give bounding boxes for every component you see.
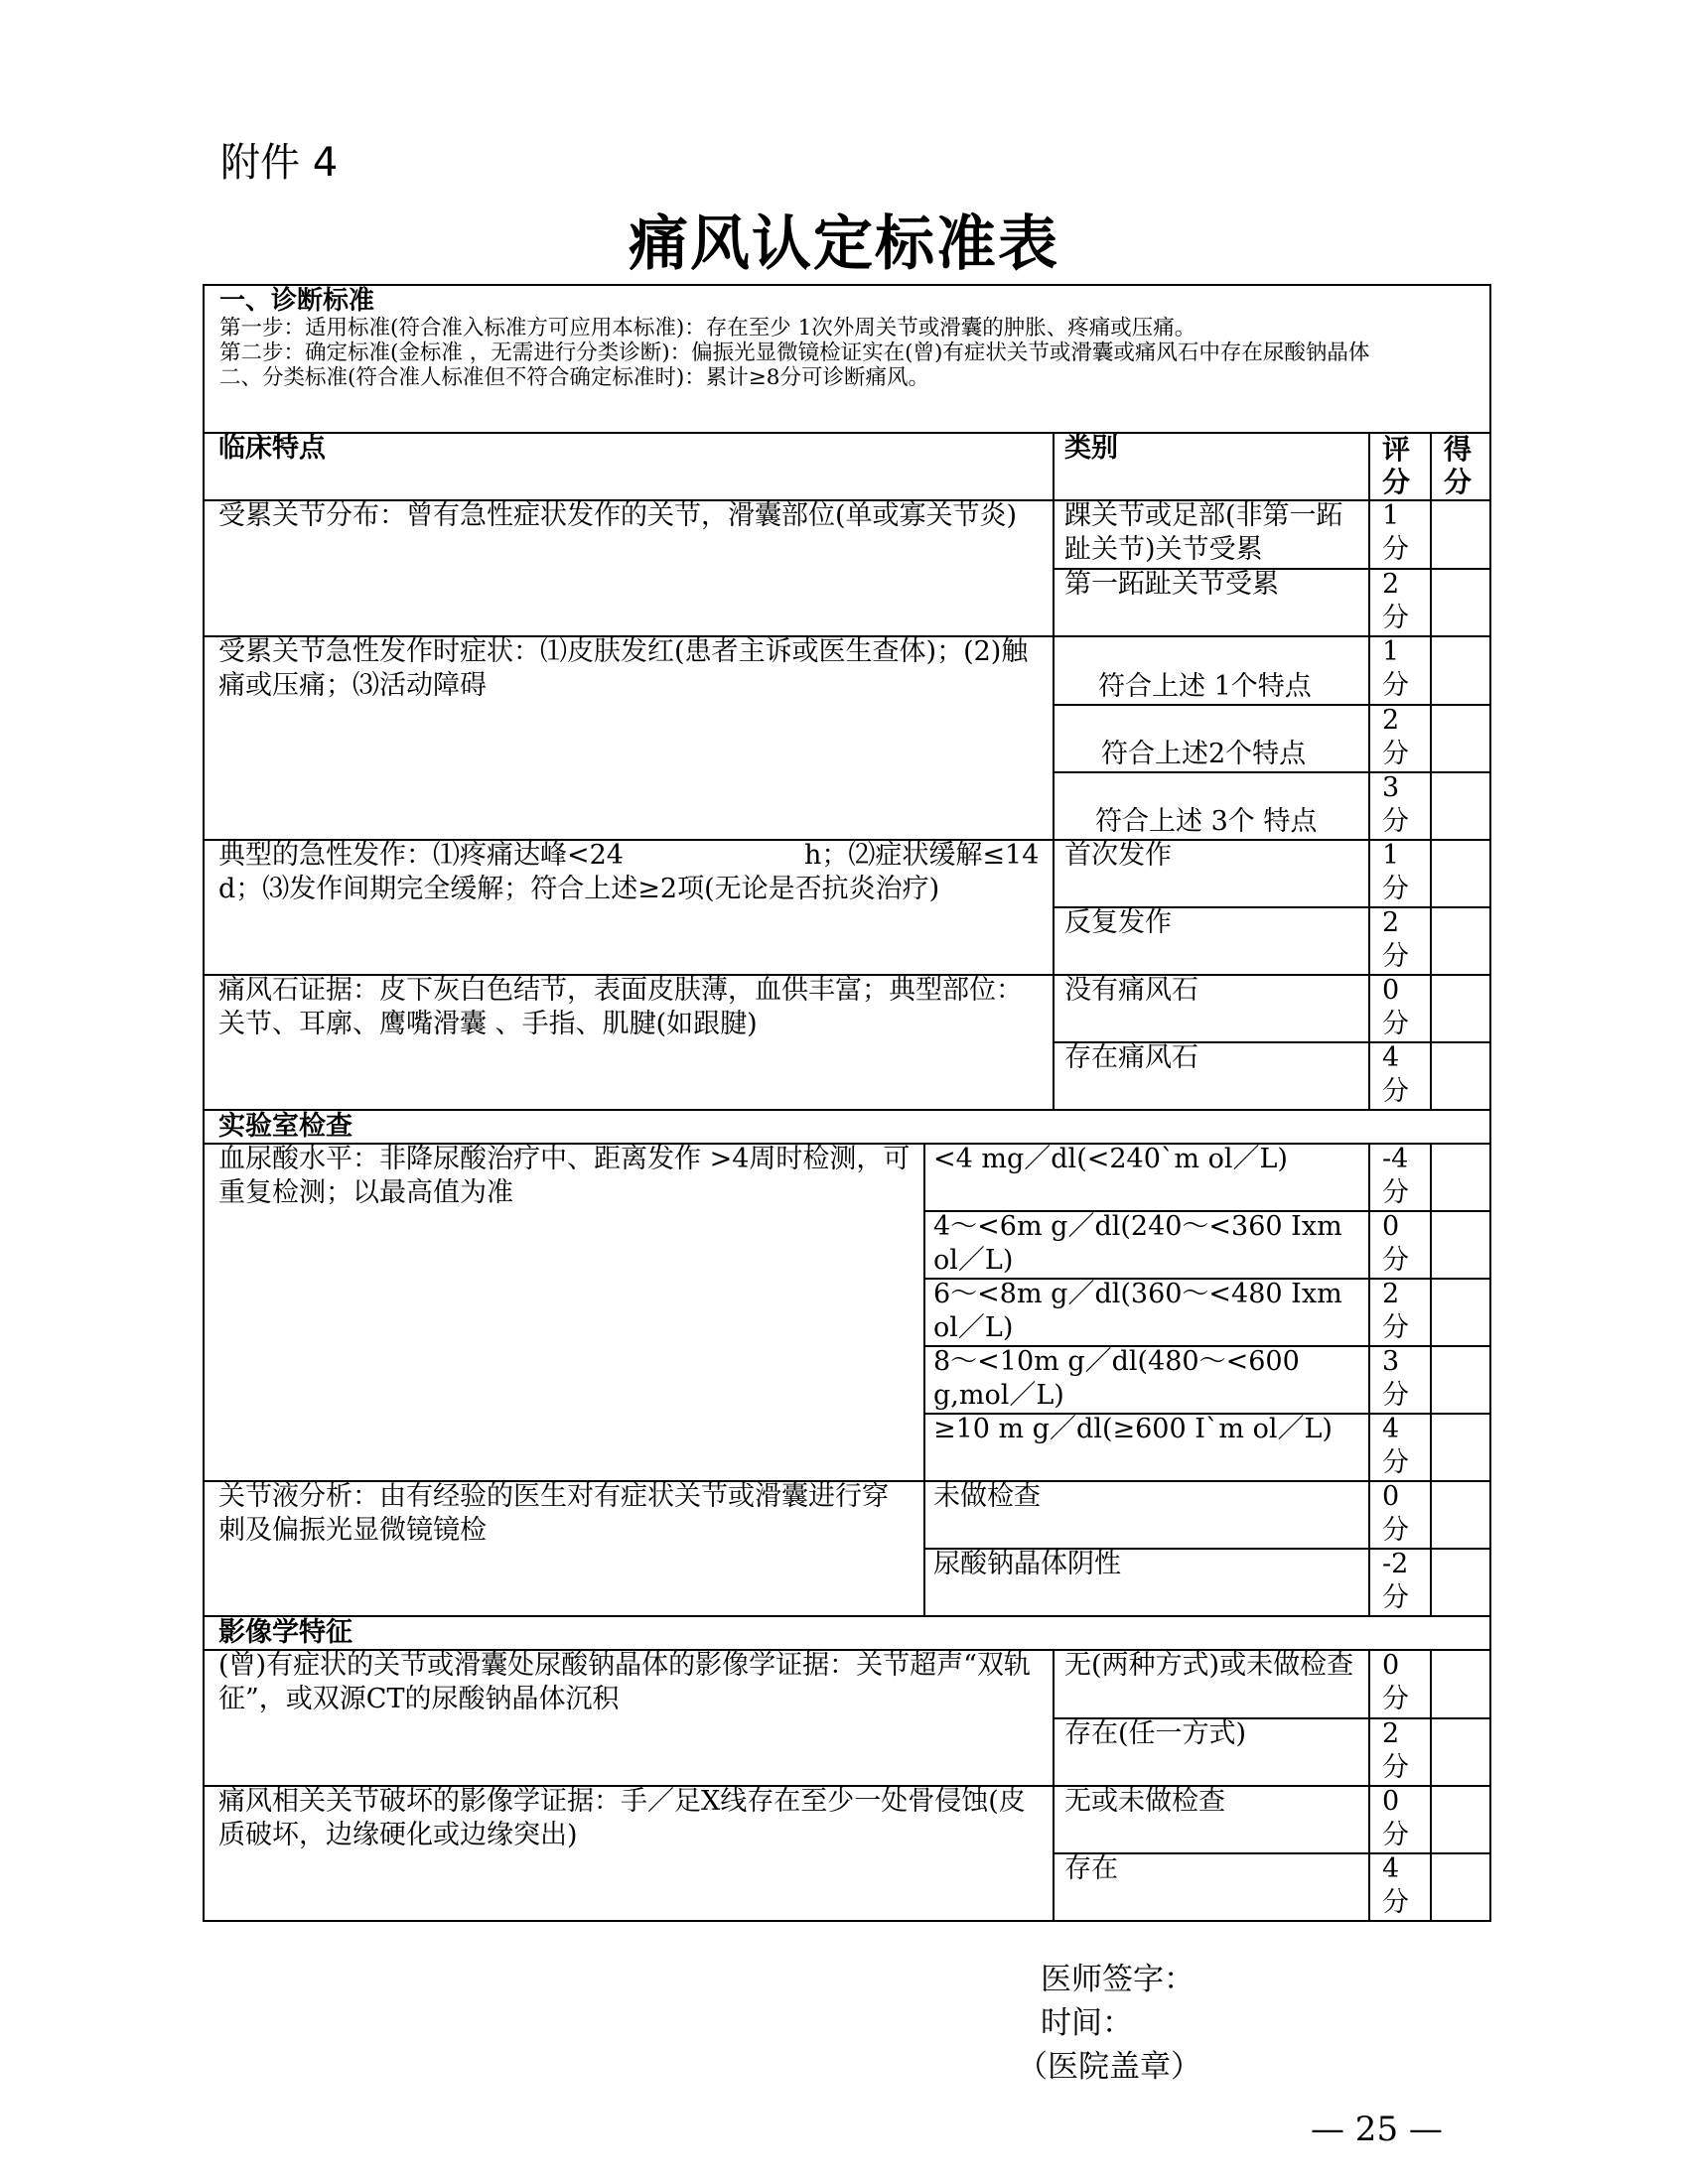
diagnosis-section [219,286,1480,390]
imaging-heading: 影像学特征 [218,1617,352,1648]
category-crystal-negative: 尿酸钠晶体阴性 [933,1549,1121,1579]
table-rule [1430,432,1432,1109]
header-feature: 临床特点 [218,433,326,464]
table-rule [205,432,1491,434]
table-rule [1430,1143,1432,1615]
score-cell: 2分 [1382,907,1409,972]
feature-typical-attack-b: h；⑵症状缓解≤14 [804,840,1040,871]
table-rule [205,1109,1491,1111]
category-ankle-foot: 踝关节或足部(非第一跖趾关节)关节受累 [1064,500,1343,565]
category-urate-ge10: ≥10 m g／dl(≥600 I`m ol／L) [933,1414,1333,1444]
feature-tophus: 痛风石证据：皮下灰白色结节，表面皮肤薄，血供丰富；典型部位：关节、耳廓、鹰嘴滑囊 、手指、肌腱(如跟腱) [218,975,1023,1039]
category-one-feature: 符合上述 1个特点 [1098,671,1312,702]
score-cell: 0分 [1382,1481,1409,1546]
table-rule [1053,1852,1491,1854]
category-urate-6-8: 6～<8m g／dl(360～<480 Ixm ol／L) [933,1279,1342,1343]
lab-heading: 实验室检查 [218,1111,352,1142]
feature-imaging-deposit: (曾)有症状的关节或滑囊处尿酸钠晶体的影像学证据：关节超声“双轨征”，或双源CT的尿酸钠晶体沉积 [218,1650,1031,1714]
score-cell: 1分 [1382,840,1409,904]
feature-typical-attack-c: d；⑶发作间期完全缓解；符合上述≥2项(无论是否抗炎治疗) [218,874,940,904]
category-tophus-present: 存在痛风石 [1064,1042,1198,1073]
score-cell: 1分 [1382,636,1409,701]
feature-joint-distribution: 受累关节分布：曾有急性症状发作的关节，滑囊部位(单或寡关节炎) [218,500,1018,531]
table-rule [923,1143,925,1615]
score-cell: 4分 [1382,1042,1409,1107]
score-cell: 2分 [1382,569,1409,633]
physician-signature-label: 医师签字： [1041,1962,1195,1997]
diagnosis-heading: 一、诊断标准 [219,286,375,316]
score-cell: 4分 [1382,1853,1409,1918]
feature-joint-damage: 痛风相关关节破坏的影像学证据：手／足X线存在至少一处骨侵蚀(皮质破坏，边缘硬化或边缘突出) [218,1786,1026,1850]
classification-rule: 二、分类标准(符合准人标准但不符合确定标准时)：累计≥8分可诊断痛风。 [219,365,929,390]
score-cell: 0分 [1382,1650,1409,1714]
table-rule [205,1615,1491,1617]
table-rule [1053,1649,1055,1922]
diagnosis-step1: 第一步：适用标准(符合准入标准方可应用本标准)：存在至少 1次外周关节或滑囊的肿胀、疼痛或压痛。 [219,316,1196,341]
header-score: 评分 [1382,433,1411,498]
category-urate-lt4: <4 mg／dl(<240`m ol／L) [933,1144,1288,1174]
feature-serum-urate: 血尿酸水平：非降尿酸治疗中、距离发作 >4周时检测，可重复检测；以最高值为准 [218,1144,911,1208]
category-two-features: 符合上述2个特点 [1101,739,1307,769]
table-rule [1430,1649,1432,1922]
attachment-label: 附件 4 [220,140,339,186]
criteria-table [203,284,1491,1922]
category-recurrent-attack: 反复发作 [1064,907,1172,938]
category-imaging-present: 存在(任一方式) [1064,1718,1247,1749]
score-cell: 2分 [1382,1279,1409,1343]
score-cell: 0分 [1382,1211,1409,1276]
score-cell: -2分 [1382,1549,1409,1613]
table-rule [1368,432,1370,1109]
category-urate-8-10: 8～<10m g／dl(480～<600 g,mol／L) [933,1346,1300,1411]
feature-acute-symptoms: 受累关节急性发作时症状：⑴皮肤发红(患者主诉或医生查体)；(2)触痛或压痛；⑶活动障碍 [218,636,1029,701]
score-cell: 3分 [1382,1346,1409,1411]
score-cell: 1分 [1382,500,1409,565]
table-rule [1368,1649,1370,1922]
score-cell: 0分 [1382,975,1409,1039]
page-number: — 25 — [1311,2110,1443,2149]
category-not-tested: 未做检查 [933,1481,1041,1512]
category-first-attack: 首次发作 [1064,840,1172,871]
table-rule [1053,771,1491,773]
score-cell: 0分 [1382,1786,1409,1850]
category-first-mtp: 第一跖趾关节受累 [1064,569,1279,600]
score-cell: -4分 [1382,1144,1409,1208]
category-damage-none: 无或未做检查 [1064,1786,1225,1817]
table-rule [1053,432,1055,1109]
score-cell: 2分 [1382,1718,1409,1783]
category-urate-4-6: 4～<6m g／dl(240～<360 Ixm ol／L) [933,1211,1342,1276]
score-cell: 3分 [1382,772,1409,837]
table-rule [1053,704,1491,706]
time-label: 时间： [1041,2005,1133,2041]
category-three-features: 符合上述 3个 特点 [1095,806,1318,837]
header-category: 类别 [1064,433,1118,464]
score-cell: 2分 [1382,705,1409,769]
table-rule [1368,1143,1370,1615]
feature-typical-attack-a: 典型的急性发作：⑴疼痛达峰<24 [218,840,624,871]
header-points: 得分 [1444,433,1473,498]
category-imaging-none: 无(两种方式)或未做检查 [1064,1650,1354,1681]
category-no-tophus: 没有痛风石 [1064,975,1198,1006]
category-damage-present: 存在 [1064,1853,1118,1884]
diagnosis-step2: 第二步：确定标准(金标准 ，无需进行分类诊断)：偏振光显微镜检证实在(曾)有症状关节或滑囊或痛风石中存在尿酸钠晶体 [219,341,1370,365]
page-title: 痛风认定标准表 [629,209,1059,279]
score-cell: 4分 [1382,1414,1409,1478]
feature-synovial-fluid: 关节液分析：由有经验的医生对有症状关节或滑囊进行穿刺及偏振光显微镜镜检 [218,1481,889,1546]
hospital-seal-label: （医院盖章） [1017,2049,1201,2085]
